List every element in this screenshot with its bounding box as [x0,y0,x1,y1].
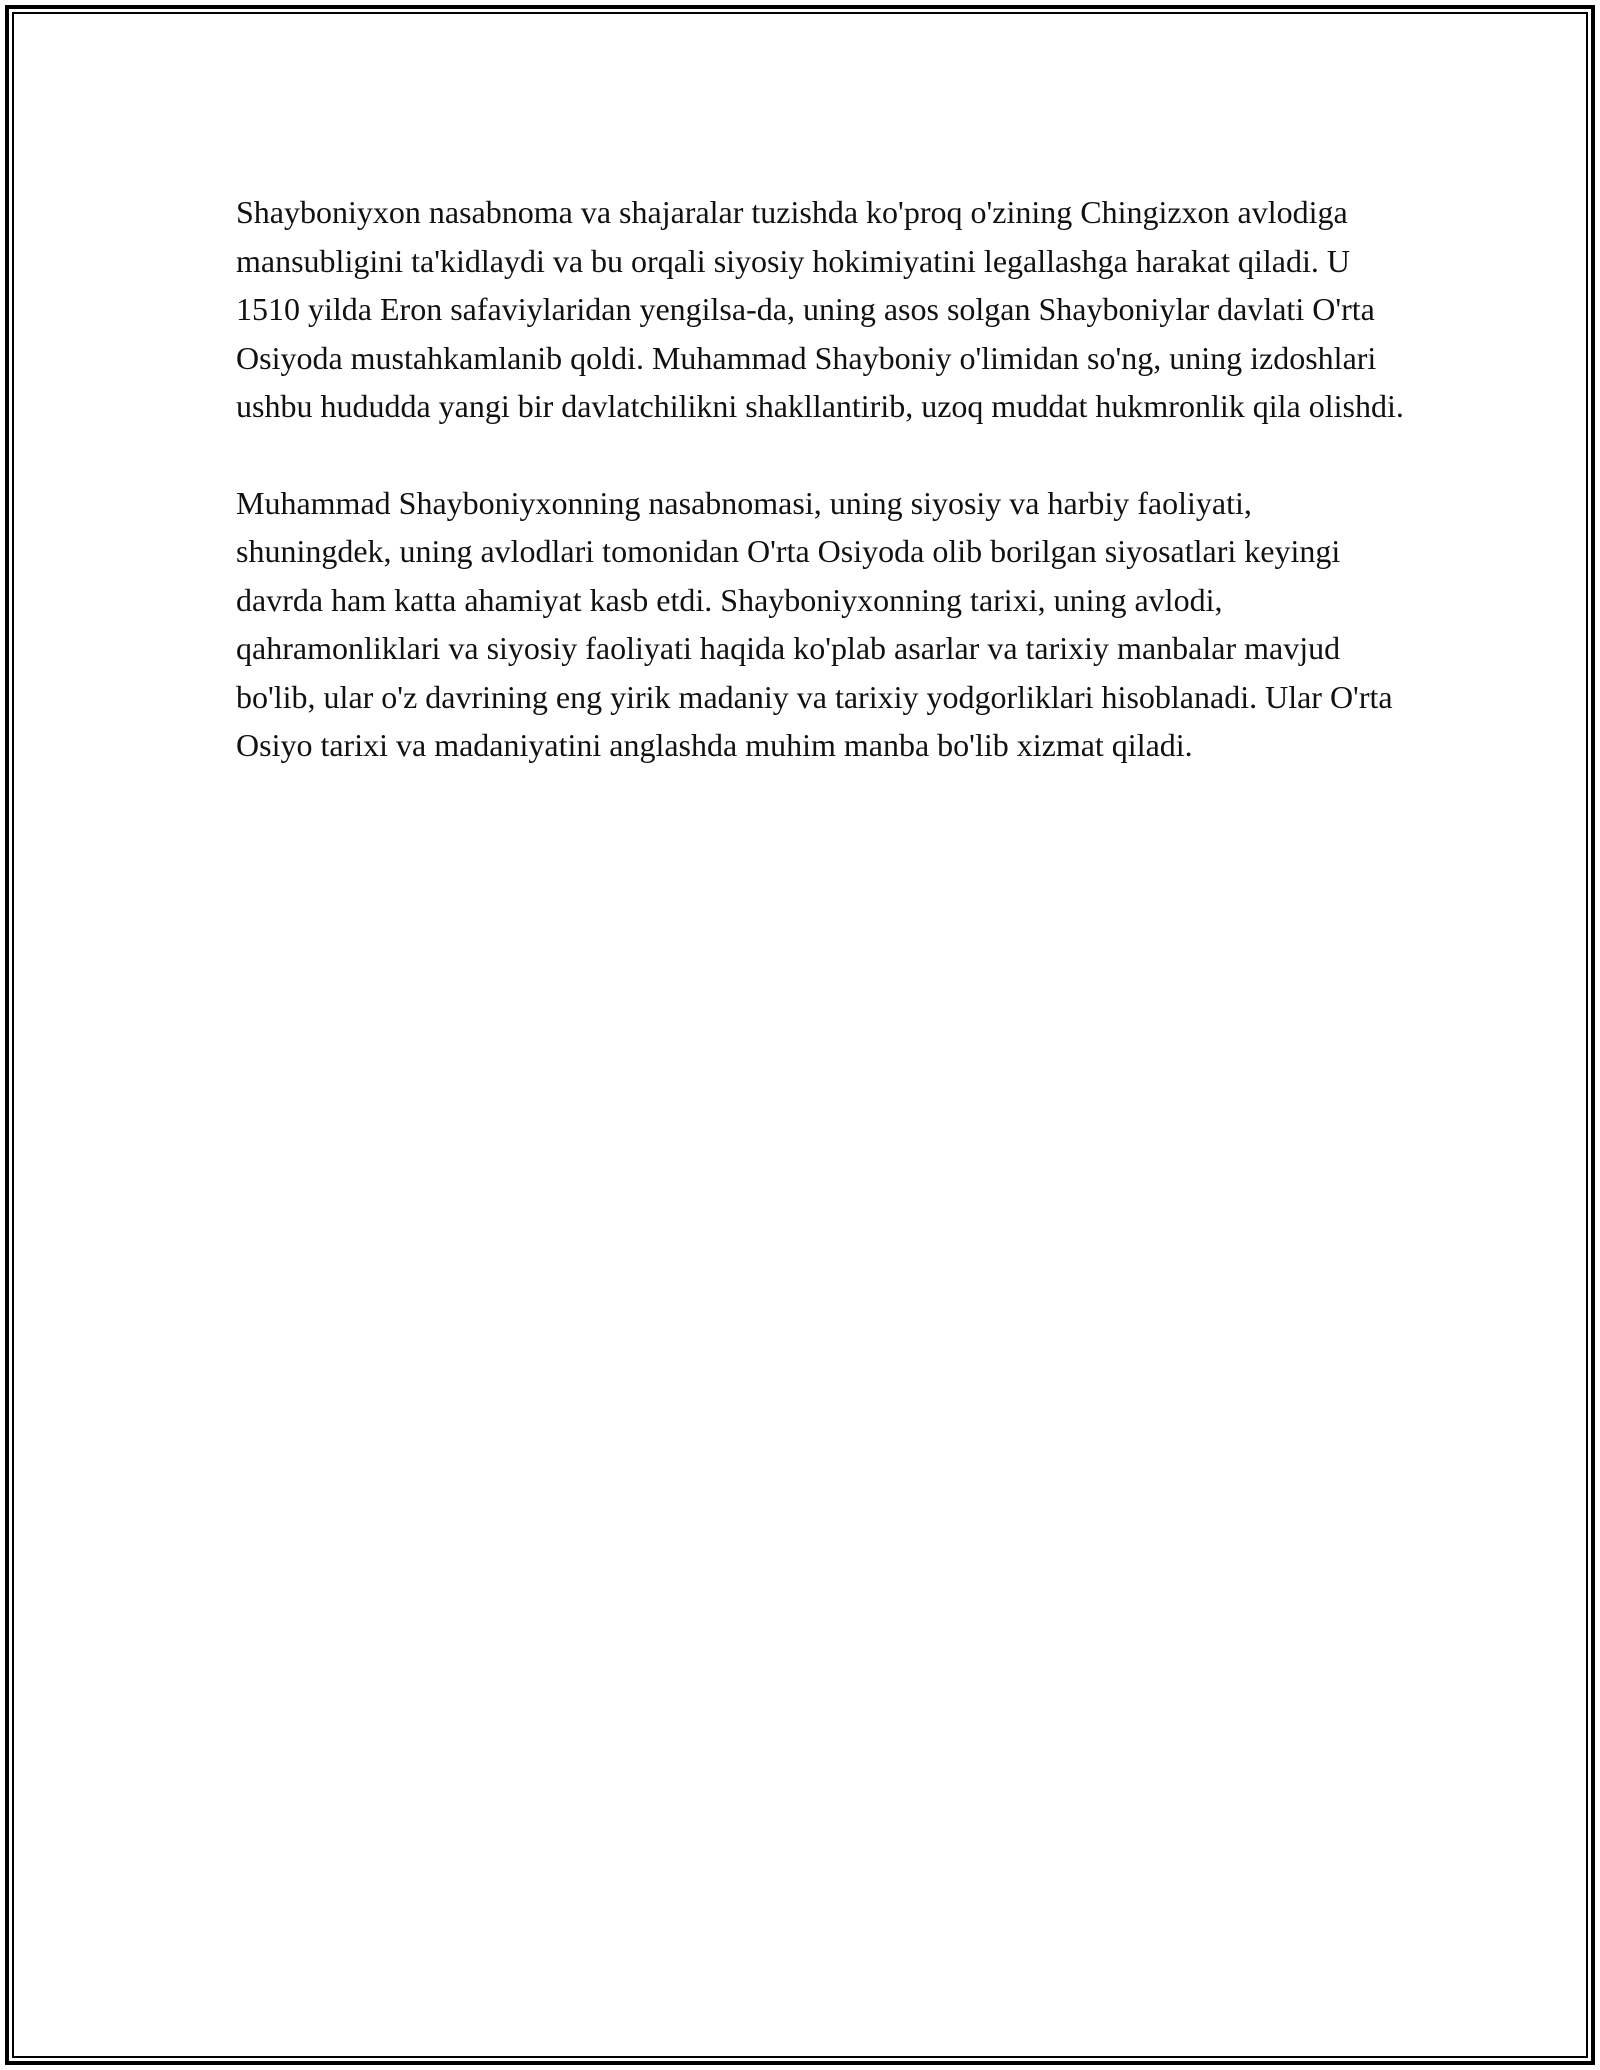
document-body [236,188,1406,770]
paragraph-1: Shayboniyxon nasabnoma va shajaralar tuzishda ko'proq o'zining Chingizxon avlodiga mansubligini ta'kidlaydi va bu orqali siyosiy hokimiyatini legallashga harakat qiladi. U 1510 yilda Eron safaviylaridan yengilsa-da, uning asos solgan Shayboniylar davlati O'rta Osiyoda mustahkamlanib qoldi. Muhammad Shayboniy o'limidan so'ng, uning izdoshlari ushbu hududda yangi bir davlatchilikni shakllantirib, uzoq muddat hukmronlik qila olishdi. [236,194,1404,424]
paragraph-2: Muhammad Shayboniyxonning nasabnomasi, uning siyosiy va harbiy faoliyati, shuningdek, uning avlodlari tomonidan O'rta Osiyoda olib borilgan siyosatlari keyingi davrda ham katta ahamiyat kasb etdi. Shayboniyxonning tarixi, uning avlodi, qahramonliklari va siyosiy faoliyati haqida ko'plab asarlar va tarixiy manbalar mavjud bo'lib, ular o'z davrining eng yirik madaniy va tarixiy yodgorliklari hisoblanadi. Ular O'rta Osiyo tarixi va madaniyatini anglashda muhim manba bo'lib xizmat qiladi. [236,484,1393,763]
